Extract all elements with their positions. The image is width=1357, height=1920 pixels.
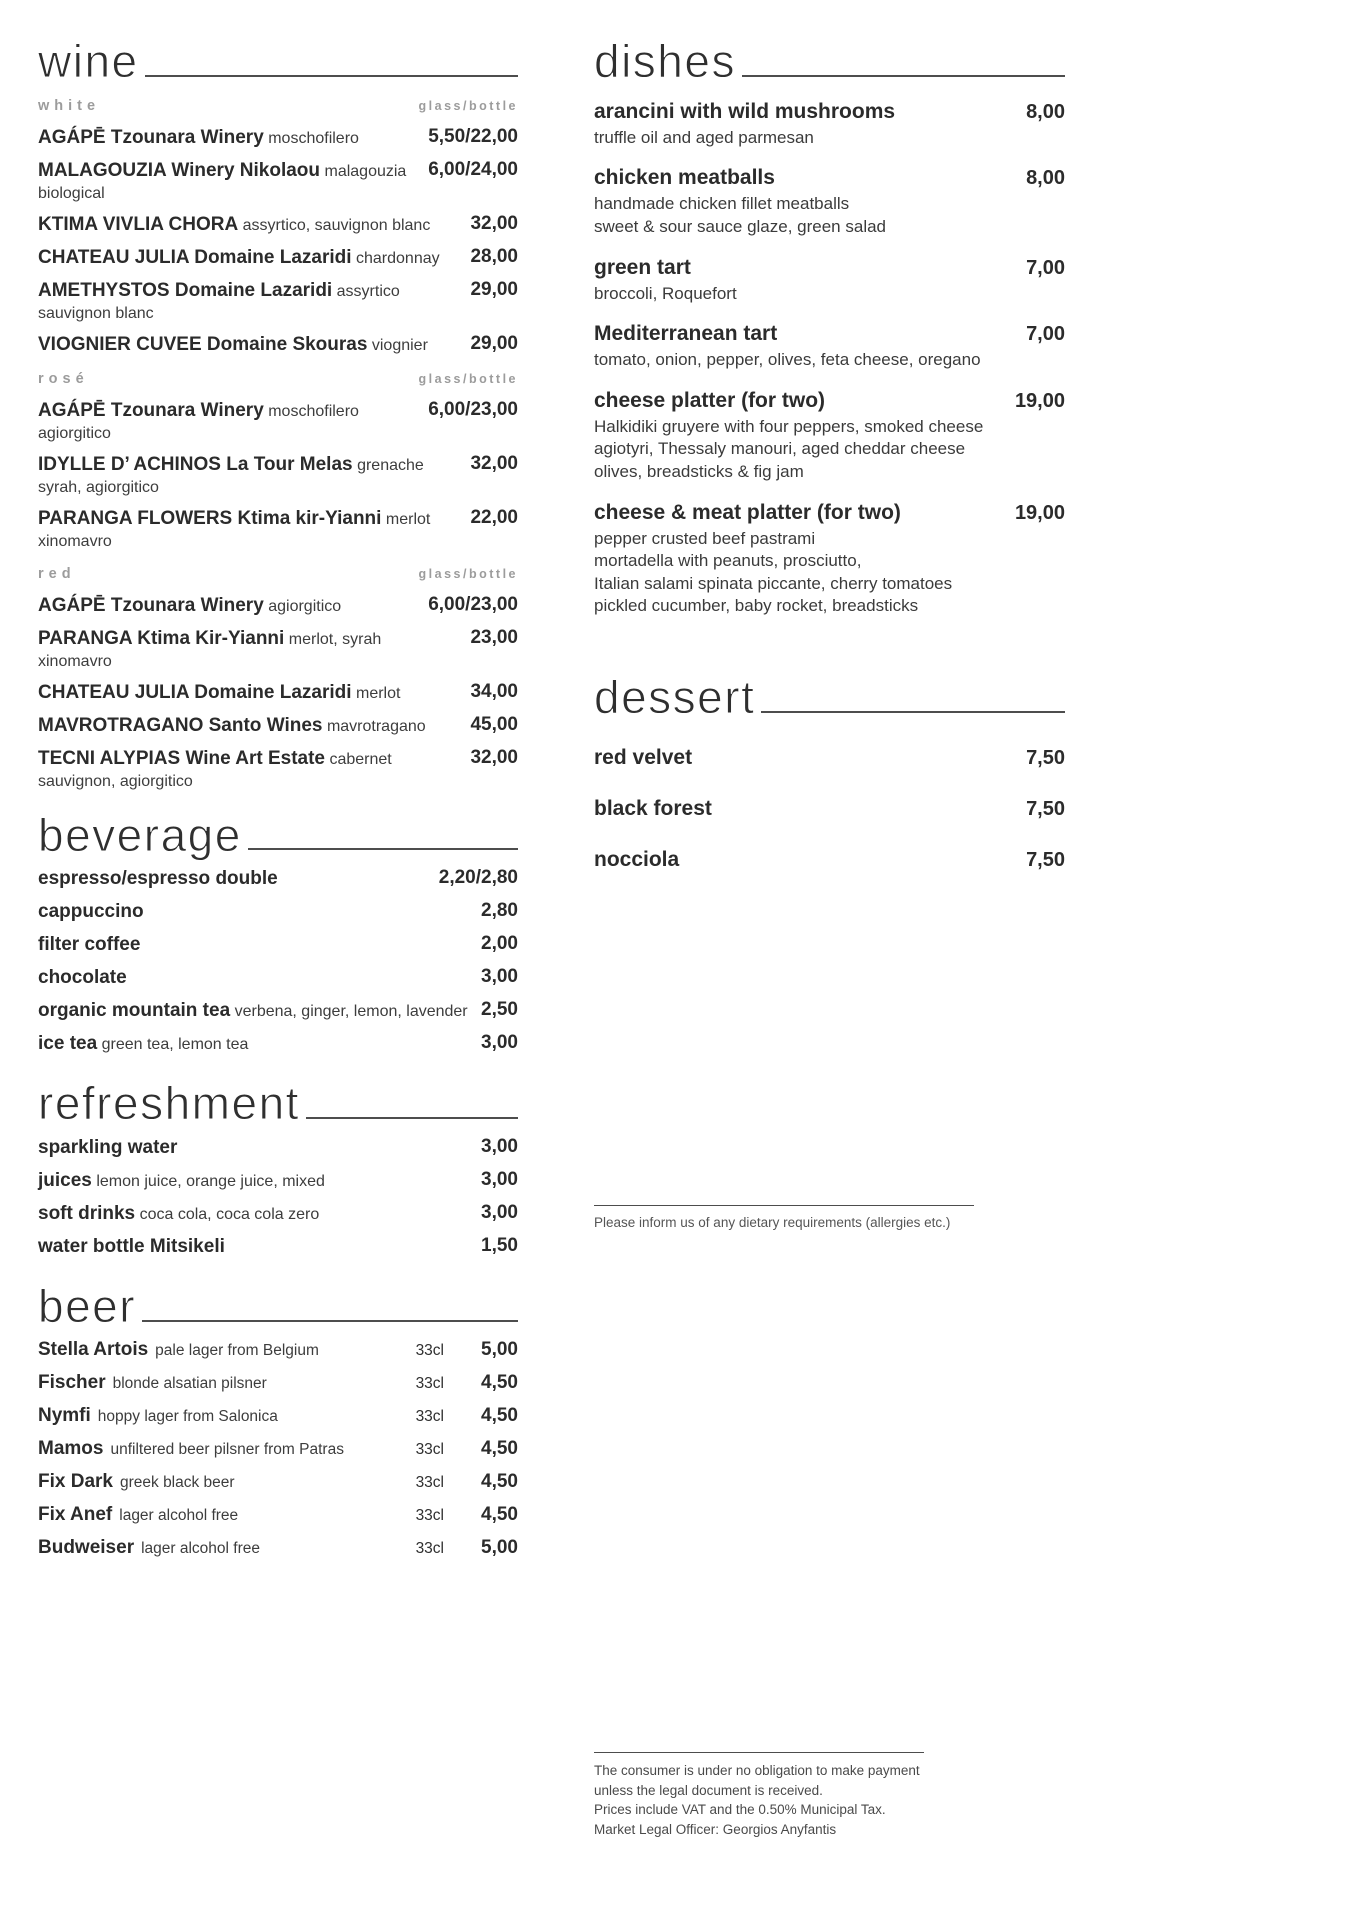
section-beer — [38, 1280, 518, 1559]
item-name: water bottle Mitsikeli — [38, 1236, 225, 1258]
item-price: 29,00 — [470, 332, 518, 354]
item-name: arancini with wild mushrooms — [594, 99, 896, 123]
dessert-heading-row — [594, 671, 1065, 723]
item-name: CHATEAU JULIA Domaine Lazaridi — [38, 246, 352, 268]
item-name: Nymfi — [38, 1404, 91, 1426]
beer-item — [38, 1438, 518, 1460]
item-variety: merlot, syrah — [288, 630, 382, 648]
item-name: chicken meatballs — [594, 166, 775, 190]
wine-heading: wine — [38, 35, 139, 87]
wine-heading-rule — [145, 75, 518, 77]
item-name: Mediterranean tart — [594, 322, 778, 346]
item-name: ice tea — [38, 1033, 98, 1055]
item-variety-cont: syrah, agiorgitico — [38, 478, 159, 496]
item-price: 2,20/2,80 — [438, 867, 518, 889]
legal-line: unless the legal document is received. — [594, 1782, 823, 1798]
dessert-item — [594, 848, 1065, 872]
item-price: 22,00 — [470, 506, 518, 528]
beverage-heading: beverage — [38, 808, 242, 861]
wine-item — [38, 627, 518, 672]
item-price: 3,00 — [481, 1032, 518, 1054]
item-desc: unfiltered beer pilsner from Patras — [110, 1440, 344, 1458]
beverage-heading-row — [38, 808, 518, 861]
item-variety: moschofilero — [268, 129, 359, 147]
item-desc-line: broccoli, Roquefort — [594, 283, 737, 303]
dessert-heading: dessert — [594, 671, 756, 723]
beverage-item — [38, 1032, 518, 1056]
section-dishes — [594, 35, 1065, 618]
item-size: 33cl — [415, 1440, 444, 1458]
rose-label: rosé — [38, 370, 89, 387]
wine-item — [38, 681, 518, 705]
item-variety: viognier — [371, 336, 428, 354]
item-name: black forest — [594, 796, 712, 820]
wine-subsection-red-header — [38, 566, 518, 582]
beverage-item — [38, 999, 518, 1023]
beer-item — [38, 1471, 518, 1493]
item-desc: lager alcohol free — [119, 1506, 239, 1524]
beer-heading-rule — [142, 1320, 518, 1322]
item-price: 2,00 — [481, 933, 518, 955]
item-name: chocolate — [38, 967, 127, 989]
item-desc-line: agiotyri, Thessaly manouri, aged cheddar cheese — [594, 439, 966, 459]
dish-item — [594, 166, 1065, 238]
item-name: AGÁPĒ Tzounara Winery — [38, 594, 264, 616]
item-price: 3,00 — [481, 1202, 518, 1224]
dish-item — [594, 501, 1065, 618]
item-variety: moschofilero — [268, 402, 359, 420]
item-name: MALAGOUZIA Winery Nikolaou — [38, 159, 321, 181]
beer-heading: beer — [38, 1280, 137, 1333]
item-size: 33cl — [415, 1407, 444, 1425]
dish-item — [594, 322, 1065, 372]
item-price: 32,00 — [470, 212, 518, 234]
refreshment-item — [38, 1235, 518, 1259]
item-price: 4,50 — [481, 1404, 518, 1426]
item-price: 8,00 — [1026, 100, 1065, 123]
dish-item — [594, 389, 1065, 484]
item-desc: lager alcohol free — [141, 1539, 261, 1557]
glass-bottle-header: glass/bottle — [418, 566, 518, 581]
item-variety-cont: biological — [38, 184, 105, 202]
item-name: MAVROTRAGANO Santo Wines — [38, 714, 323, 736]
item-desc: green tea, lemon tea — [101, 1036, 249, 1054]
refreshment-item — [38, 1169, 518, 1193]
wine-item — [38, 159, 518, 204]
item-desc-line: pepper crusted beef pastrami — [594, 528, 816, 548]
wine-item — [38, 246, 518, 270]
right-column — [594, 35, 1065, 1837]
item-price: 45,00 — [470, 713, 518, 735]
item-price: 28,00 — [470, 245, 518, 267]
section-refreshment — [38, 1077, 518, 1259]
wine-subsection-rose-header — [38, 371, 518, 387]
wine-item — [38, 714, 518, 738]
item-price: 5,00 — [481, 1338, 518, 1360]
dish-item — [594, 256, 1065, 306]
item-price: 23,00 — [470, 626, 518, 648]
item-desc: hoppy lager from Salonica — [97, 1407, 278, 1425]
item-variety: merlot — [385, 510, 431, 528]
item-variety: assyrtico — [336, 282, 400, 300]
wine-heading-row — [38, 35, 518, 87]
beer-item — [38, 1537, 518, 1559]
legal-note-rule — [594, 1752, 924, 1753]
white-label: white — [38, 97, 101, 114]
item-price: 1,50 — [481, 1235, 518, 1257]
item-variety-cont: sauvignon, agiorgitico — [38, 772, 193, 790]
item-desc-line: handmade chicken fillet meatballs — [594, 194, 850, 214]
legal-note — [594, 1752, 939, 1839]
item-size: 33cl — [415, 1539, 444, 1557]
item-size: 33cl — [415, 1374, 444, 1392]
beverage-item — [38, 966, 518, 990]
left-column — [38, 35, 518, 1570]
item-price: 5,50/22,00 — [428, 125, 518, 147]
beer-item — [38, 1339, 518, 1361]
dishes-heading: dishes — [594, 35, 736, 87]
item-price: 4,50 — [481, 1437, 518, 1459]
wine-item — [38, 594, 518, 618]
item-name: Fix Dark — [38, 1470, 113, 1492]
refreshment-item — [38, 1202, 518, 1226]
item-name: sparkling water — [38, 1137, 178, 1159]
wine-item — [38, 747, 518, 792]
item-name: PARANGA Ktima Kir-Yianni — [38, 627, 285, 649]
item-price: 5,00 — [481, 1536, 518, 1558]
item-desc-line: pickled cucumber, baby rocket, breadsticks — [594, 596, 919, 616]
item-price: 32,00 — [470, 746, 518, 768]
wine-item — [38, 399, 518, 444]
beer-item — [38, 1405, 518, 1427]
wine-subsection-white-header — [38, 98, 518, 114]
red-label: red — [38, 565, 76, 582]
item-desc-line: tomato, onion, pepper, olives, feta cheese, oregano — [594, 350, 981, 370]
wine-item — [38, 333, 518, 357]
glass-bottle-header: glass/bottle — [418, 98, 518, 113]
item-name: Stella Artois — [38, 1338, 149, 1360]
section-wine — [38, 35, 518, 792]
item-price: 3,00 — [481, 1169, 518, 1191]
item-desc-line: mortadella with peanuts, prosciutto, — [594, 551, 862, 571]
item-name: AMETHYSTOS Domaine Lazaridi — [38, 279, 333, 301]
wine-item — [38, 453, 518, 498]
item-variety: merlot — [356, 684, 401, 702]
item-desc: greek black beer — [119, 1473, 235, 1491]
refreshment-heading-row — [38, 1077, 518, 1130]
item-desc-line: sweet & sour sauce glaze, green salad — [594, 216, 887, 236]
item-price: 29,00 — [470, 278, 518, 300]
wine-item — [38, 213, 518, 237]
item-variety-cont: sauvignon blanc — [38, 304, 154, 322]
item-price: 7,50 — [1026, 848, 1065, 871]
beverage-item — [38, 900, 518, 924]
item-size: 33cl — [415, 1506, 444, 1524]
item-price: 7,50 — [1026, 797, 1065, 820]
item-name: IDYLLE D’ ACHINOS La Tour Melas — [38, 453, 353, 475]
item-variety: mavrotragano — [326, 717, 426, 735]
item-name: nocciola — [594, 847, 680, 871]
item-name: juices — [38, 1170, 92, 1192]
item-price: 2,50 — [481, 999, 518, 1021]
beer-item — [38, 1372, 518, 1394]
item-variety: chardonnay — [356, 249, 440, 267]
item-name: soft drinks — [38, 1203, 136, 1225]
item-variety: grenache — [357, 456, 424, 474]
item-price: 6,00/24,00 — [428, 158, 518, 180]
dish-item — [594, 100, 1065, 150]
dietary-note — [594, 1205, 974, 1230]
beverage-item — [38, 933, 518, 957]
item-name: cheese platter (for two) — [594, 388, 826, 412]
item-name: espresso/espresso double — [38, 868, 278, 890]
wine-item — [38, 507, 518, 552]
item-name: red velvet — [594, 745, 693, 769]
item-price: 6,00/23,00 — [428, 593, 518, 615]
item-name: cheese & meat platter (for two) — [594, 500, 901, 524]
item-desc: verbena, ginger, lemon, lavender — [234, 1003, 468, 1021]
item-size: 33cl — [415, 1341, 444, 1359]
item-name: filter coffee — [38, 934, 141, 956]
item-name: Fix Anef — [38, 1503, 113, 1525]
beverage-heading-rule — [248, 848, 518, 850]
item-variety-cont: xinomavro — [38, 532, 112, 550]
item-price: 6,00/23,00 — [428, 398, 518, 420]
item-variety: agiorgitico — [268, 597, 342, 615]
dessert-heading-rule — [761, 711, 1065, 713]
refreshment-heading-rule — [306, 1117, 518, 1119]
item-name: PARANGA FLOWERS Ktima kir-Yianni — [38, 507, 382, 529]
item-variety-cont: xinomavro — [38, 652, 112, 670]
item-name: AGÁPĒ Tzounara Winery — [38, 126, 264, 148]
item-variety: cabernet — [329, 750, 392, 768]
item-variety: assyrtico, sauvignon blanc — [242, 216, 431, 234]
item-name: TECNI ALYPIAS Wine Art Estate — [38, 747, 325, 769]
item-name: KTIMA VIVLIA CHORA — [38, 213, 239, 235]
beer-heading-row — [38, 1280, 518, 1333]
beverage-item — [38, 867, 518, 891]
item-name: AGÁPĒ Tzounara Winery — [38, 399, 264, 421]
item-desc: coca cola, coca cola zero — [139, 1206, 320, 1224]
dessert-item — [594, 746, 1065, 770]
item-name: Budweiser — [38, 1536, 135, 1558]
item-price: 4,50 — [481, 1470, 518, 1492]
item-variety-cont: agiorgitico — [38, 424, 111, 442]
item-price: 7,50 — [1026, 746, 1065, 769]
item-variety: malagouzia — [324, 162, 407, 180]
item-price: 19,00 — [1014, 389, 1065, 412]
item-price: 3,00 — [481, 1136, 518, 1158]
beer-item — [38, 1504, 518, 1526]
item-desc: blonde alsatian pilsner — [112, 1374, 267, 1392]
dishes-heading-row — [594, 35, 1065, 87]
item-size: 33cl — [415, 1473, 444, 1491]
item-price: 7,00 — [1026, 323, 1065, 346]
item-price: 2,80 — [481, 900, 518, 922]
wine-item — [38, 279, 518, 324]
item-desc-line: olives, breadsticks & fig jam — [594, 461, 804, 481]
item-name: organic mountain tea — [38, 1000, 231, 1022]
legal-line: Market Legal Officer: Georgios Anyfantis — [594, 1821, 837, 1837]
glass-bottle-header: glass/bottle — [418, 371, 518, 386]
section-beverage — [38, 808, 518, 1057]
dessert-item — [594, 797, 1065, 821]
item-price: 8,00 — [1026, 167, 1065, 190]
legal-line: The consumer is under no obligation to make payment — [594, 1763, 920, 1778]
legal-line: Prices include VAT and the 0.50% Municipal Tax. — [594, 1802, 886, 1818]
refreshment-heading: refreshment — [38, 1077, 300, 1130]
item-name: CHATEAU JULIA Domaine Lazaridi — [38, 681, 352, 703]
dishes-heading-rule — [742, 75, 1065, 77]
item-name: VIOGNIER CUVEE Domaine Skouras — [38, 333, 368, 355]
item-price: 4,50 — [481, 1503, 518, 1525]
dietary-note-text: Please inform us of any dietary requirements (allergies etc.) — [594, 1215, 951, 1230]
item-price: 34,00 — [470, 680, 518, 702]
item-name: cappuccino — [38, 901, 144, 923]
item-desc-line: Italian salami spinata piccante, cherry tomatoes — [594, 573, 953, 593]
item-price: 3,00 — [481, 966, 518, 988]
item-desc-line: truffle oil and aged parmesan — [594, 127, 814, 147]
item-name: Mamos — [38, 1437, 104, 1459]
item-name: Fischer — [38, 1371, 106, 1393]
item-price: 19,00 — [1014, 501, 1065, 524]
item-price: 32,00 — [470, 452, 518, 474]
dietary-note-rule — [594, 1205, 974, 1206]
item-price: 7,00 — [1026, 256, 1065, 279]
item-price: 4,50 — [481, 1371, 518, 1393]
item-name: green tart — [594, 255, 691, 279]
item-desc-line: Halkidiki gruyere with four peppers, smoked cheese — [594, 416, 984, 436]
section-dessert — [594, 671, 1065, 872]
item-desc: lemon juice, orange juice, mixed — [96, 1173, 325, 1191]
wine-item — [38, 126, 518, 150]
refreshment-item — [38, 1136, 518, 1160]
item-desc: pale lager from Belgium — [155, 1341, 319, 1359]
